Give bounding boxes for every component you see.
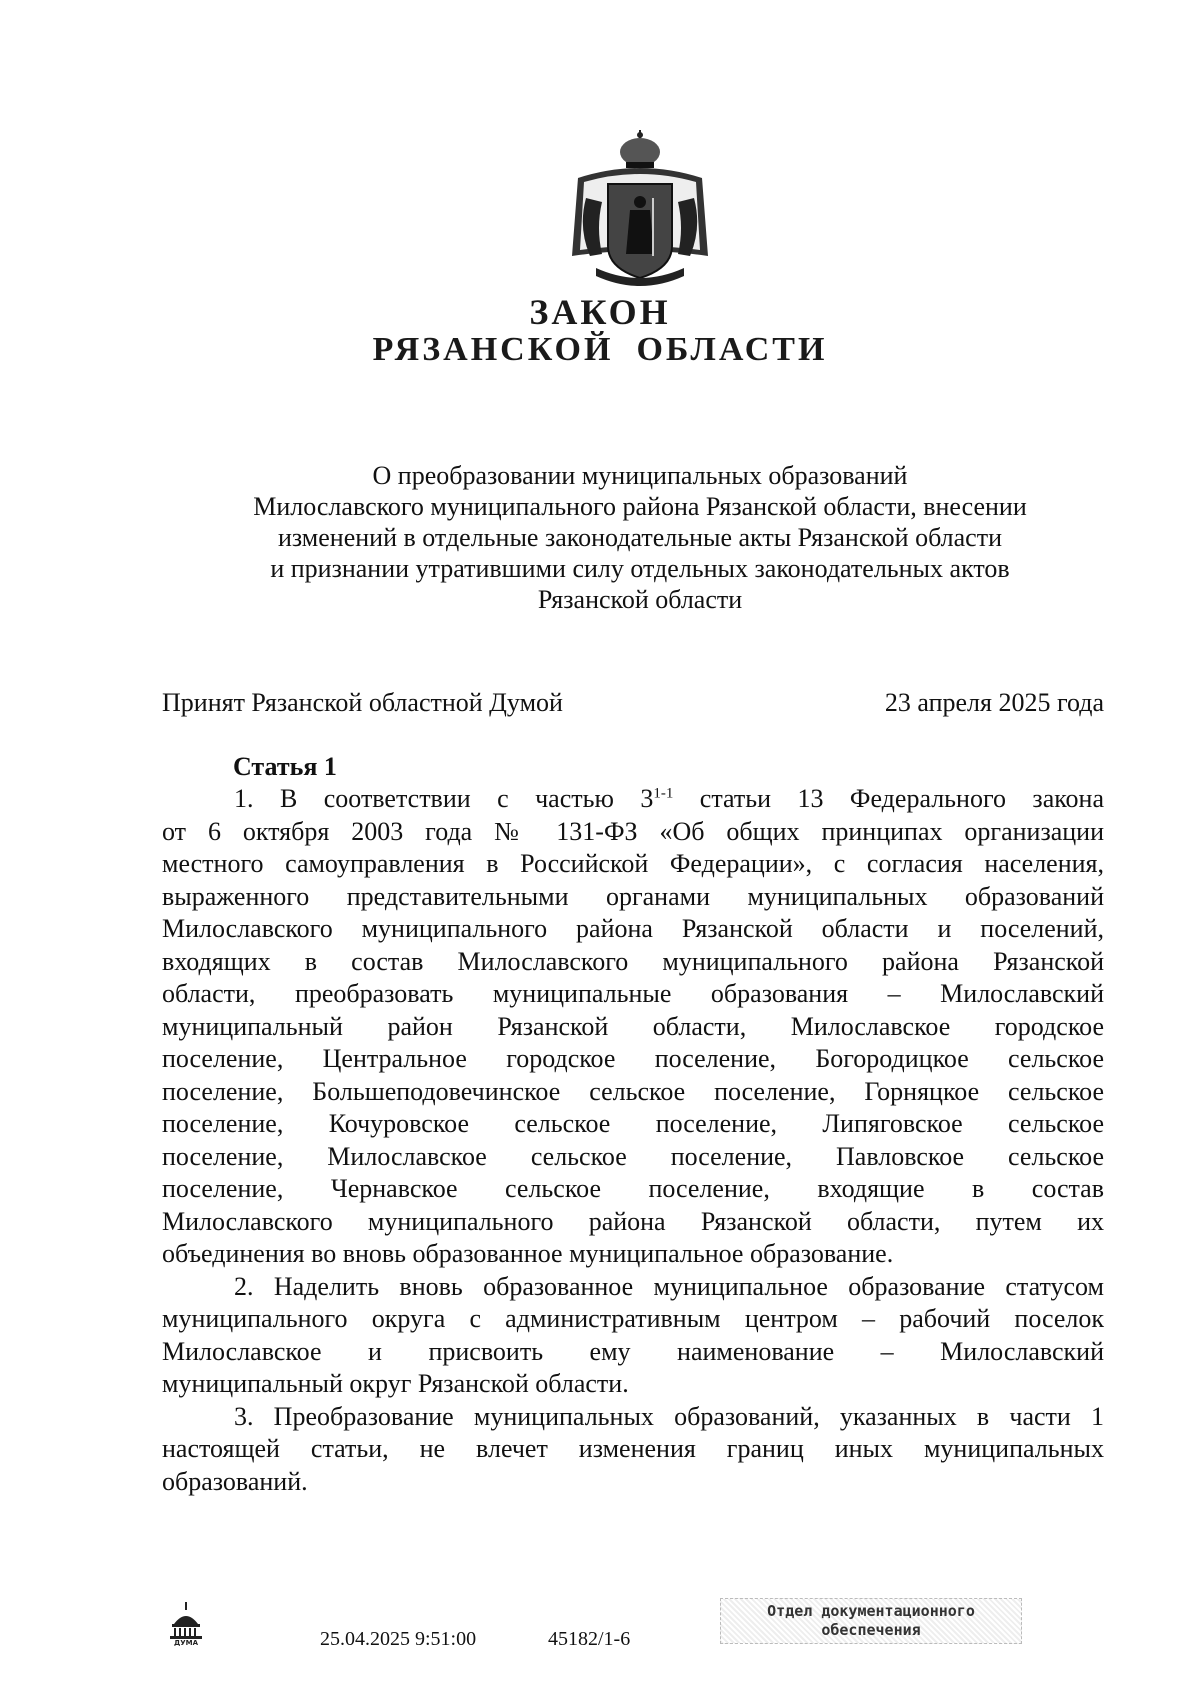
adopted-by: Принят Рязанской областной Думой	[162, 688, 563, 717]
text-line: Милославского муниципального района Рязанской области, путем их	[162, 1206, 1104, 1236]
coat-of-arms-emblem	[560, 128, 720, 298]
title-line: Милославского муниципального района Рязанской области, внесении	[253, 492, 1027, 521]
text-line: Милославское и присвоить ему наименование – Милославский	[162, 1336, 1104, 1366]
title-line: изменений в отдельные законодательные акты Рязанской области	[277, 523, 1002, 552]
adoption-date: 23 апреля 2025 года	[884, 688, 1104, 717]
text-line: области, преобразовать муниципальные образования – Милославский	[162, 979, 1104, 1008]
text-line: муниципальный район Рязанской области, Милославское городское	[162, 1011, 1104, 1041]
text-line: объединения во вновь образованное муниципальное образование.	[162, 1239, 894, 1268]
text-line: настоящей статьи, не влечет изменения границ иных муниципальных	[162, 1434, 1104, 1463]
law-heading: ЗАКОН	[529, 292, 671, 332]
title-line: О преобразовании муниципальных образований	[372, 461, 908, 490]
text-line: поселение, Чернавское сельское поселение, входящие в состав	[162, 1174, 1104, 1203]
duma-logo-icon	[168, 1600, 204, 1646]
text-line: выраженного представительными органами муниципальных образований	[162, 881, 1104, 911]
paragraph-2-line-1: 2. Наделить вновь образованное муниципальное образование статусом	[234, 1271, 1104, 1301]
document-title	[190, 460, 1090, 615]
text-line: входящих в состав Милославского муниципального района Рязанской	[162, 946, 1104, 976]
text-line: от 6 октября 2003 года № 131-ФЗ «Об общих принципах организации	[162, 816, 1104, 846]
text-line: поселение, Центральное городское поселение, Богородицкое сельское	[162, 1044, 1104, 1073]
footer-timestamp: 25.04.2025 9:51:00	[320, 1628, 477, 1650]
text-line: поселение, Милославское сельское поселение, Павловское сельское	[162, 1141, 1104, 1171]
text-line: образований.	[162, 1466, 308, 1496]
text-line: Милославского муниципального района Рязанской области и поселений,	[162, 914, 1104, 943]
paragraph-3-line-1: 3. Преобразование муниципальных образований, указанных в части 1	[234, 1401, 1104, 1431]
law-region-heading: РЯЗАНСКОЙ ОБЛАСТИ	[372, 331, 828, 368]
footer-doc-number: 45182/1-6	[548, 1628, 631, 1650]
text-line: поселение, Большеподовечинское сельское поселение, Горняцкое сельское	[162, 1076, 1104, 1106]
article-title: Статья 1	[233, 752, 337, 781]
text-line: муниципального округа с административным центром – рабочий поселок	[162, 1304, 1104, 1333]
paragraph-1-line-1: 1. В соответствии с частью 3$^{1-1}$ статьи 13 Федерального закона	[234, 784, 1104, 813]
text-line: местного самоуправления в Российской Федерации», с согласия населения,	[162, 849, 1104, 878]
stamp-line: обеспечения	[821, 1621, 921, 1639]
logo-text: ДУМА	[173, 1639, 199, 1646]
superscript: 1-1	[653, 785, 674, 802]
text-line: поселение, Кочуровское сельское поселение, Липяговское сельское	[162, 1109, 1104, 1138]
title-line: Рязанской области	[537, 585, 743, 614]
article-body	[162, 783, 1104, 1498]
text-line: муниципальный округ Рязанской области.	[162, 1369, 629, 1398]
stamp-line: Отдел документационного	[767, 1602, 975, 1620]
department-stamp	[720, 1598, 1022, 1644]
title-line: и признании утратившими силу отдельных законодательных актов	[270, 554, 1010, 583]
